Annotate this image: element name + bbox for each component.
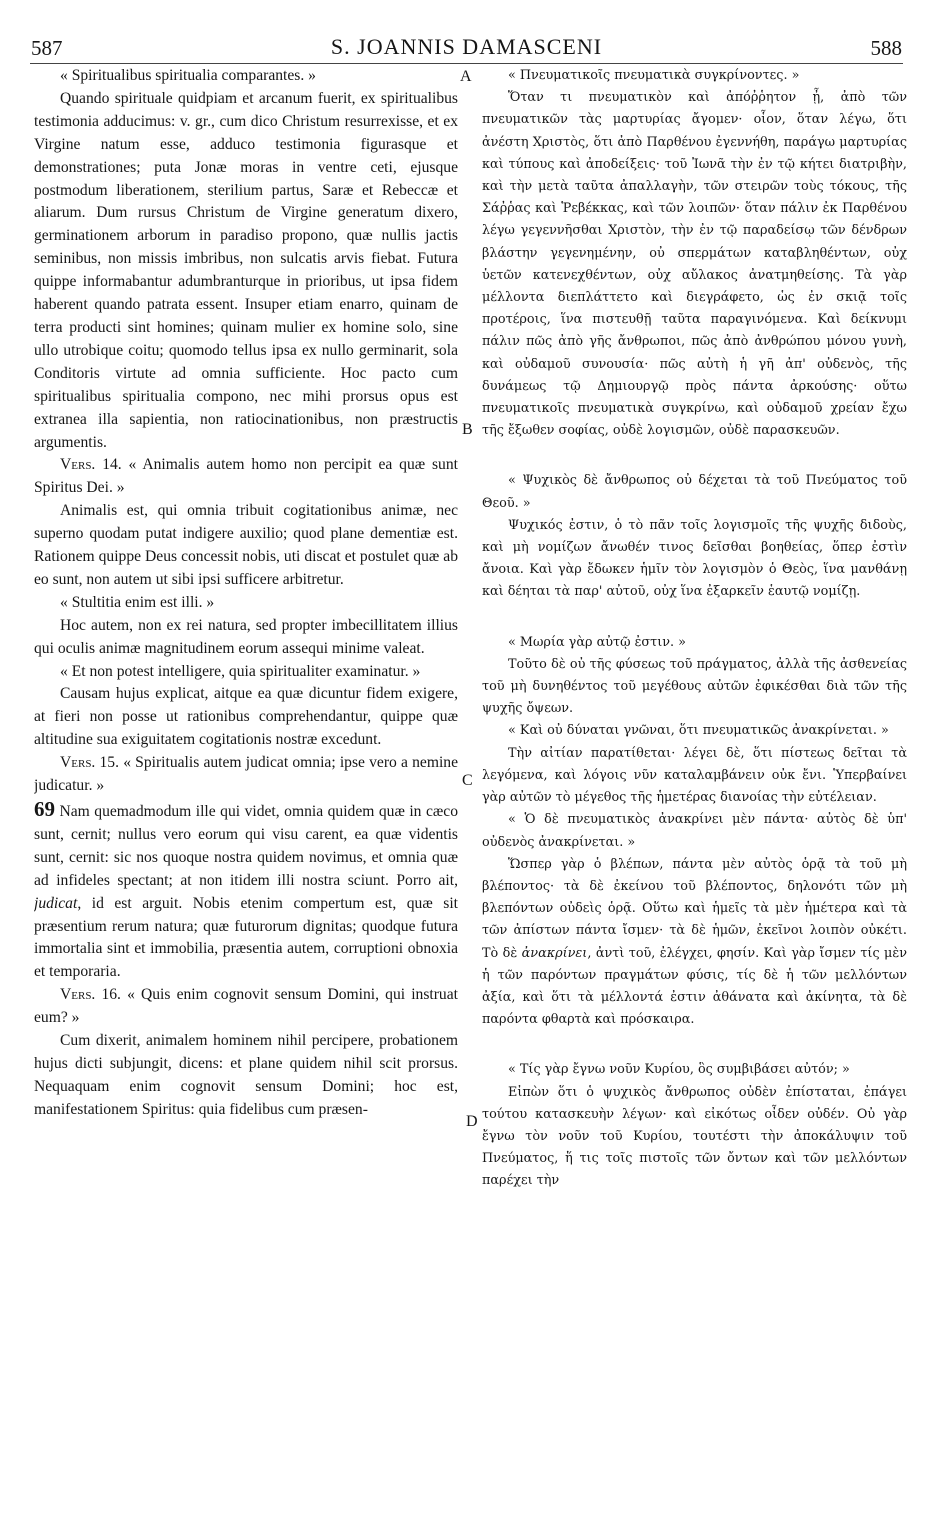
verse-text-14: « Animalis autem homo non percipit ea quæ sunt Spiritus Dei. » — [34, 456, 458, 497]
verse-label-15: Vers. 15. — [60, 754, 120, 772]
verse-label-14: Vers. 14. — [60, 456, 122, 474]
greek-italic-word: ἀνακρίνει — [521, 945, 588, 961]
greek-paragraph-2: Ψυχικός ἐστιν, ὁ τὸ πᾶν τοῖς λογισμοῖς τῆς ψυχῆς διδοὺς, καὶ μὴ νομίζων ἄνωθέν τινος δεῖσθαι βοηθείας, ὅπερ ἐστὶν ἄνοια. Καὶ γὰρ ἔδωκεν ἡμῖν τὸν λογισμὸν ὁ Θεὸς, ἵνα μανθάνῃ καὶ δέηται τὰ παρ' αὐτοῦ, οὐχ ἵνα ἐξαρκεῖν ἑαυτῷ νομίζῃ. — [482, 517, 907, 600]
greek-paragraph-1: Ὅταν τι πνευματικὸν καὶ ἀπόῤῥητον ᾖ, ἀπὸ τῶν πνευματικῶν τὰς μαρτυρίας ἄγομεν· οἷον, ὅταν λέγω, ὅτι ἀνέστη Χριστὸς, ὅτι ἀπὸ Παρθένου ἐγεννήθη, παράγω μαρτυρίας καὶ τύπους καὶ ἀποδείξεις· τοῦ Ἰωνᾶ τὴν ἐν τῷ κήτει διατριβὴν, καὶ τὴν μετὰ ταῦτα ἀπαλλαγὴν, τῶν στειρῶν τοὺς τόκους, τῆς Σάῤῥας καὶ Ῥεβέκκας, καὶ τῶν λοιπῶν· ὅταν πάλιν ἐκ Παρθένου λέγω γεγεννῆσθαι Χριστὸν, τὴν ἐν τῷ παραδείσῳ τῶν δένδρων βλάστην γεγενημένην, οὐ σπερμάτων καταβληθέντων, οὐχ ὑετῶν κατενεχθέντων, οὐχ αὔλακος ἀνατμηθείσης. Τὰ γὰρ μέλλοντα διεπλάττετο καὶ διεγράφετο, ὡς ἐν σκιᾷ τοῖς προτέροις, ἵνα πιστευθῇ ταῦτα παραγινόμενα. Καὶ δείκνυμι πάλιν πῶς ἀπὸ γῆς ἄνθρωποι, πῶς ἀπὸ ἀνθρώπου μόνου γυνὴ, καὶ οὐδαμοῦ συνουσία· πῶς αὐτὴ ἡ γῆ ἀπ' οὐδενὸς, τῆς δυνάμεως τῷ Δημιουργῷ πρὸς πάντα ἀρκούσης· οὕτω πνευματικοῖς πνευματικὰ συγκρίνω, καὶ οὐδαμοῦ χρείαν ἔχω τῆς ἔξωθεν σοφίας, οὐδὲ λογισμῶν, οὐδὲ παρασκευῶν. — [482, 90, 907, 439]
latin-paragraph-2: Animalis est, qui omnia tribuit cogitationibus animæ, nec superno quodam putat indigere auxilio; quod plane dementiæ est. Rationem quippe Deus concessit nobis, uti discat et postulet quæ ab eo sunt, non autem ut sibi ipsi sufficere arbitretur. — [34, 502, 458, 588]
latin-paragraph-5-part-b: , id est arguit. Nobis etenim compertum est, quæ sit præsentium rerum natura; quæ futurorum dignitas; quodque futura immortalia sint et immobilia, præsentia autem, corruptioni obnoxia et temporaria. — [34, 894, 458, 981]
latin-lemma-1: « Spiritualibus spiritualia comparantes. » — [60, 67, 316, 84]
greek-paragraph-5-part-a: Ὥσπερ γὰρ ὁ βλέπων, πάντα μὲν αὐτὸς ὁρᾷ τὰ τοῦ μὴ βλέποντος· τὰ δὲ ἐκείνου τοῦ βλέποντος, δηλονότι τῶν μὴ βλεπόντων οὐδεὶς ὁρᾷ. Οὕτω καὶ ἡμεῖς τὰ μὲν ἡμέτερα καὶ τὰ τῶν ἀπίστων πάντα ἴσμεν· τὰ δὲ ἡμῶν, ἐκεῖνοι λοιπὸν οὐκέτι. Τὸ δὲ — [482, 856, 907, 961]
latin-italic-word: judicat — [34, 894, 78, 912]
latin-lemma-2: « Stultitia enim est illi. » — [60, 593, 215, 611]
latin-paragraph-5 — [34, 798, 458, 984]
greek-lemma-4: « Καὶ οὐ δύναται γνῶναι, ὅτι πνευματικῶς ἀνακρίνεται. » — [508, 723, 889, 739]
right-page-number: 588 — [870, 36, 902, 60]
margin-marker-a: A — [460, 68, 472, 85]
latin-verse-16 — [34, 984, 458, 1030]
margin-marker-c: C — [462, 772, 473, 789]
verse-text-15: « Spiritualis autem judicat omnia; ipse vero a nemine judicatur. » — [34, 754, 458, 795]
page-header — [0, 0, 933, 66]
latin-paragraph-3: Hoc autem, non ex rei natura, sed propter imbecillitatem illius qui oculis animæ magnitudinem eorum assequi minime valeat. — [34, 616, 458, 657]
greek-paragraph-6: Εἰπὼν ὅτι ὁ ψυχικὸς ἄνθρωπος οὐδὲν ἐπίσταται, ἐπάγει τούτου κατασκευὴν λέγων· καὶ εἰκότως οἶδεν οὐδέν. Οὐ γὰρ ἔγνω τὸν νοῦν τοῦ Κυρίου, τουτέστι τὴν ἀποκάλυψιν τοῦ Πνεύματος, ἥ τις τοῖς πιστοῖς τῶν ὄντων καὶ τῶν μελλόντων παρέχει τὴν — [482, 1084, 907, 1189]
greek-lemma-5: « Ὁ δὲ πνευματικὸς ἀνακρίνει μὲν πάντα· αὐτὸς δὲ ὑπ' οὐδενὸς ἀνακρίνεται. » — [482, 812, 907, 850]
column-number: 69 — [34, 797, 55, 821]
latin-paragraph-5-part-a: Nam quemadmodum ille qui videt, omnia quidem quæ in cæco sunt, cernit; nullus vero eorum qui visu carent, ea quæ videntis sunt, cernit: sic nos quoque nostra quidem novimus, et omnia quæ ad infideles spectant; at non itidem illi nostra sciunt. Porro ait, — [34, 803, 458, 889]
latin-paragraph-6: Cum dixerit, animalem hominem nihil percipere, probationem hujus dicti subjungit, dicens: et plane quidem nihil scit prorsus. Nequaquam enim cognovit sensum Domini; hoc est, manifestationem Spiritus: quia fidelibus cum præsen- — [34, 1032, 458, 1118]
latin-verse-14 — [34, 454, 458, 500]
greek-lemma-1: « Πνευματικοῖς πνευματικὰ συγκρίνοντες. » — [508, 68, 800, 83]
latin-verse-15 — [34, 752, 458, 798]
header-rule — [30, 63, 903, 64]
verse-label-16: Vers. 16. — [60, 986, 121, 1004]
latin-paragraph-4: Causam hujus explicat, aitque ea quæ dicuntur fidem exigere, at fieri non posse ut rationibus comprehendantur, quippe quæ altitudine sua exiguitatem cogitationis nostræ excedunt. — [34, 685, 458, 749]
greek-paragraph-3: Τοῦτο δὲ οὐ τῆς φύσεως τοῦ πράγματος, ἀλλὰ τῆς ἀσθενείας τοῦ μὴ δυνηθέντος τοῦ μεγέθους αὐτῶν ἐφικέσθαι διὰ τῶν τῆς ψυχῆς ὄψεων. — [482, 656, 907, 717]
latin-column — [34, 65, 458, 1525]
margin-marker-d: D — [466, 1113, 478, 1130]
greek-paragraph-5 — [482, 854, 907, 1032]
greek-lemma-3: « Μωρία γὰρ αὐτῷ ἐστιν. » — [508, 634, 687, 650]
greek-lemma-6: « Τίς γὰρ ἔγνω νοῦν Κυρίου, ὃς συμβιβάσει αὐτόν; » — [508, 1062, 850, 1078]
latin-lemma-3: « Et non potest intelligere, quia spiritualiter examinatur. » — [60, 662, 421, 680]
greek-paragraph-4: Τὴν αἰτίαν παρατίθεται· λέγει δὲ, ὅτι πίστεως δεῖται τὰ λεγόμενα, καὶ λόγοις νῦν καταλαμβάνειν οὐκ ἔνι. Ὑπερβαίνει γὰρ αὐτῶν τὸ μέγεθος τῆς ἡμετέρας διανοίας τὴν εὐτέλειαν. — [482, 745, 907, 806]
running-title: S. JOANNIS DAMASCENI — [330, 34, 603, 59]
margin-marker-b: B — [462, 421, 473, 438]
verse-text-16: « Quis enim cognovit sensum Domini, qui instruat eum? » — [34, 986, 458, 1027]
left-page-number: 587 — [31, 36, 63, 60]
latin-paragraph-1: Quando spirituale quidpiam et arcanum fuerit, ex spiritualibus testimonia adducimus: v. gr., cum dico Christum resurrexisse, et ex Virgine natum esse, adduco testimonia figurasque et demonstrationes; puta Jonæ moras in ventre ceti, ejusque postmodum liberationem, sterilium partus, Saræ et Rebeccæ et aliarum. Dum rursus Christum de Virgine generatum dixero, germinationem arborum in paradiso propono, quæ nullis jactis seminibus, non missis imbribus, non sulcatis arvis fiebat. Futura quippe informabantur adumbranturque in prioribus, ut ipsa fidem haberent quando patrata essent. Insuper etiam enarro, quinam de terra producti sint homines; quinam mulier ex homine solo, sine ullo utrobique coitu; quomodo tellus ipsa ex nullo germinarit, sola Conditoris virtute ad omnia sufficiente. Hoc pacto cum spiritualibus spiritualia compono, nec mihi prorsus opus est extranea illa sapientia, non ratiocinationibus, non præstructis argumentis. — [34, 89, 458, 451]
greek-lemma-2: « Ψυχικὸς δὲ ἄνθρωπος οὐ δέχεται τὰ τοῦ Πνεύματος τοῦ Θεοῦ. » — [482, 473, 907, 511]
greek-column — [482, 65, 907, 1525]
greek-paragraph-5-part-b: , ἀντὶ τοῦ, ἐλέγχει, φησίν. Καὶ γὰρ ἴσμεν τίς μὲν ἡ τῶν παρόντων πραγμάτων φύσις, τίς δὲ ἡ τῶν μελλόντων ἀξία, καὶ ὅτι τὰ μέλλοντά ἐστιν ἀθάνατα καὶ ἀκίνητα, τὰ δὲ παρόντα φθαρτὰ καὶ πρόσκαιρα. — [482, 945, 907, 1028]
